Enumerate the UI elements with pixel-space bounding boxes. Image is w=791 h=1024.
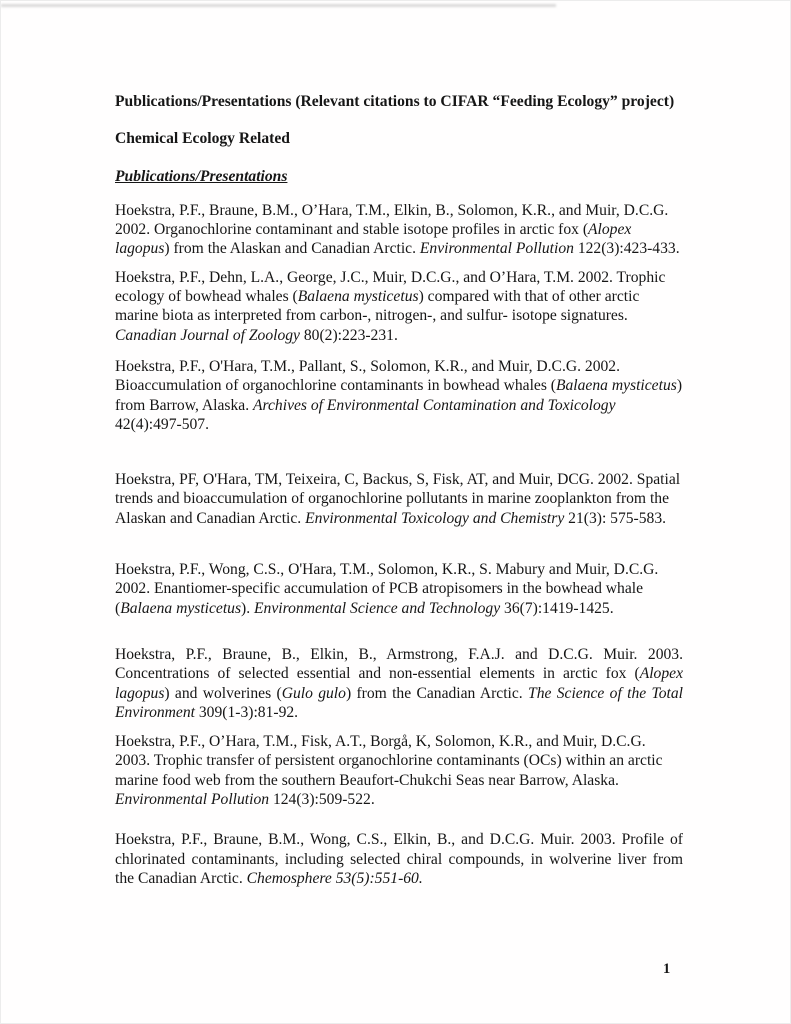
citation-paragraph: Hoekstra, P.F., Braune, B.M., O’Hara, T.M., Elkin, B., Solomon, K.R., and Muir, D.C.G. 2002. Organochlorine contaminant and stable isotope profiles in arctic fox (Alopex lagopus) from the Alaskan and Canadian Arctic. Environmental Pollution 122(3):423-433. bbox=[115, 201, 680, 258]
subsection-heading: Publications/Presentations bbox=[115, 167, 288, 185]
citation-paragraph: Hoekstra, P.F., Wong, C.S., O'Hara, T.M., Solomon, K.R., S. Mabury and Muir, D.C.G. 2002. Enantiomer-specific accumulation of PCB atropisomers in the bowhead whale (Balaena mysticetus). Environmental Science and Technology 36(7):1419-1425. bbox=[115, 561, 659, 617]
section-heading: Chemical Ecology Related bbox=[115, 130, 290, 148]
document-content bbox=[115, 92, 683, 888]
citation-paragraph: Hoekstra, P.F., Dehn, L.A., George, J.C., Muir, D.C.G., and O’Hara, T.M. 2002. Trophic ecology of bowhead whales (Balaena mysticetus) compared with that of other arctic marine biota as interpreted from carbon-, nitrogen-, and sulfur- isotope signatures. Canadian Journal of Zoology 80(2):223-231. bbox=[115, 268, 666, 344]
citation-paragraph: Hoekstra, P.F., Braune, B.M., Wong, C.S., Elkin, B., and D.C.G. Muir. 2003. Profile of chlorinated contaminants, including selected chiral compounds, in wolverine liver from the Canadian Arctic. Chemosphere 53(5):551-60. bbox=[115, 831, 683, 887]
citation-paragraph: Hoekstra, P.F., Braune, B., Elkin, B., Armstrong, F.A.J. and D.C.G. Muir. 2003. Concentrations of selected essential and non-essential elements in arctic fox (Alopex lagopus) and wolverines (Gulo gulo) from the Canadian Arctic. The Science of the Total Environment 309(1-3):81-92. bbox=[115, 645, 683, 721]
scan-edge-artifact bbox=[1, 4, 556, 7]
page-title: Publications/Presentations (Relevant citations to CIFAR “Feeding Ecology” project) bbox=[115, 93, 675, 110]
page-number: 1 bbox=[663, 961, 671, 977]
citation-paragraph: Hoekstra, P.F., O’Hara, T.M., Fisk, A.T., Borgå, K, Solomon, K.R., and Muir, D.C.G. 2003. Trophic transfer of persistent organochlorine contaminants (OCs) within an arctic marine food web from the southern Beaufort-Chukchi Seas near Barrow, Alaska. Environmental Pollution 124(3):509-522. bbox=[115, 733, 663, 809]
citation-paragraph: Hoekstra, PF, O'Hara, TM, Teixeira, C, Backus, S, Fisk, AT, and Muir, DCG. 2002. Spatial trends and bioaccumulation of organochlorine pollutants in marine zooplankton from the Alaskan and Canadian Arctic. Environmental Toxicology and Chemistry 21(3): 575-583. bbox=[115, 471, 681, 527]
citation-paragraph: Hoekstra, P.F., O'Hara, T.M., Pallant, S., Solomon, K.R., and Muir, D.C.G. 2002. Bioaccumulation of organochlorine contaminants in bowhead whales (Balaena mysticetus) from Barrow, Alaska. Archives of Environmental Contamination and Toxicology 42(4):497-507. bbox=[115, 357, 683, 433]
